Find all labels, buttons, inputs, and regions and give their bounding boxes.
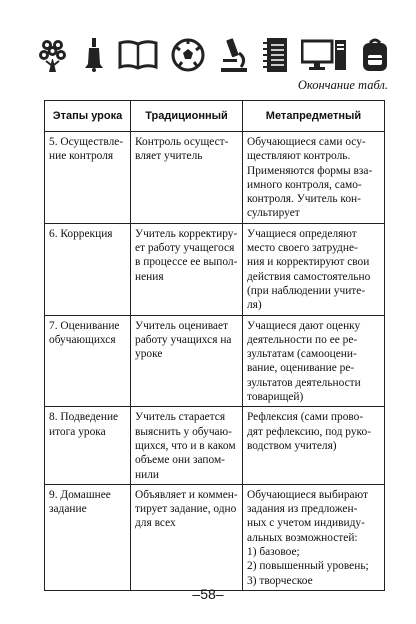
table-row: [45, 484, 385, 590]
soccer-ball-icon: [171, 38, 205, 72]
stage-cell: 6. Коррекция: [45, 223, 131, 315]
flower-icon: [36, 37, 70, 73]
header-icon-row: [36, 36, 390, 74]
stage-cell: 9. Домашнее задание: [45, 484, 131, 590]
table-row: [45, 223, 385, 315]
stage-cell: 8. Подведение итога урока: [45, 407, 131, 484]
table-row: [45, 315, 385, 407]
book-icon: [118, 40, 158, 70]
page-number: –58–: [192, 586, 224, 602]
stage-cell: 5. Осуществле- ние контроля: [45, 132, 131, 224]
lesson-stages-table: [44, 100, 385, 591]
metasubject-cell: Обучающиеся сами осу- ществляют контроль. Применяются формы вза- имного контроля, само- контроля. Учитель кон- сультирует: [243, 132, 385, 224]
stage-cell: 7. Оценивание обучающихся: [45, 315, 131, 407]
metasubject-cell: Учащиеся определяют место своего затрудне- ния и корректируют свои действия самостоятельно (при наблюдении учите- ля): [243, 223, 385, 315]
metasubject-cell: Рефлексия (сами прово- дят рефлексию, под руко- водством учителя): [243, 407, 385, 484]
metasubject-cell: Обучающиеся выбирают задания из предложен- ных с учетом индивиду- альных возможностей: 1) базовое; 2) повышенный уровень; 3) творческое: [243, 484, 385, 590]
table-header-row: [45, 101, 385, 132]
table-row: [45, 407, 385, 484]
traditional-cell: Контроль осущест- вляет учитель: [131, 132, 243, 224]
notebook-icon: [262, 37, 288, 73]
column-header: Этапы урока: [45, 101, 131, 132]
traditional-cell: Объявляет и коммен- тирует задание, одно для всех: [131, 484, 243, 590]
table-caption: Окончание табл.: [297, 78, 388, 92]
microscope-icon: [219, 37, 249, 73]
column-header: Метапредметный: [243, 101, 385, 132]
table-row: [45, 132, 385, 224]
metasubject-cell: Учащиеся дают оценку деятельности по ее ре- зультатам (самооцени- вание, оценивание ре- зультатов деятельности товарищей): [243, 315, 385, 407]
traditional-cell: Учитель оценивает работу учащихся на уроке: [131, 315, 243, 407]
traditional-cell: Учитель старается выяснить у обучаю- щихся, что и в каком объеме они запом- нили: [131, 407, 243, 484]
backpack-icon: [360, 37, 390, 73]
traditional-cell: Учитель корректиру- ет работу учащегося в процессе ее выпол- нения: [131, 223, 243, 315]
column-header: Традиционный: [131, 101, 243, 132]
bell-icon: [83, 38, 105, 72]
computer-icon: [301, 38, 347, 72]
